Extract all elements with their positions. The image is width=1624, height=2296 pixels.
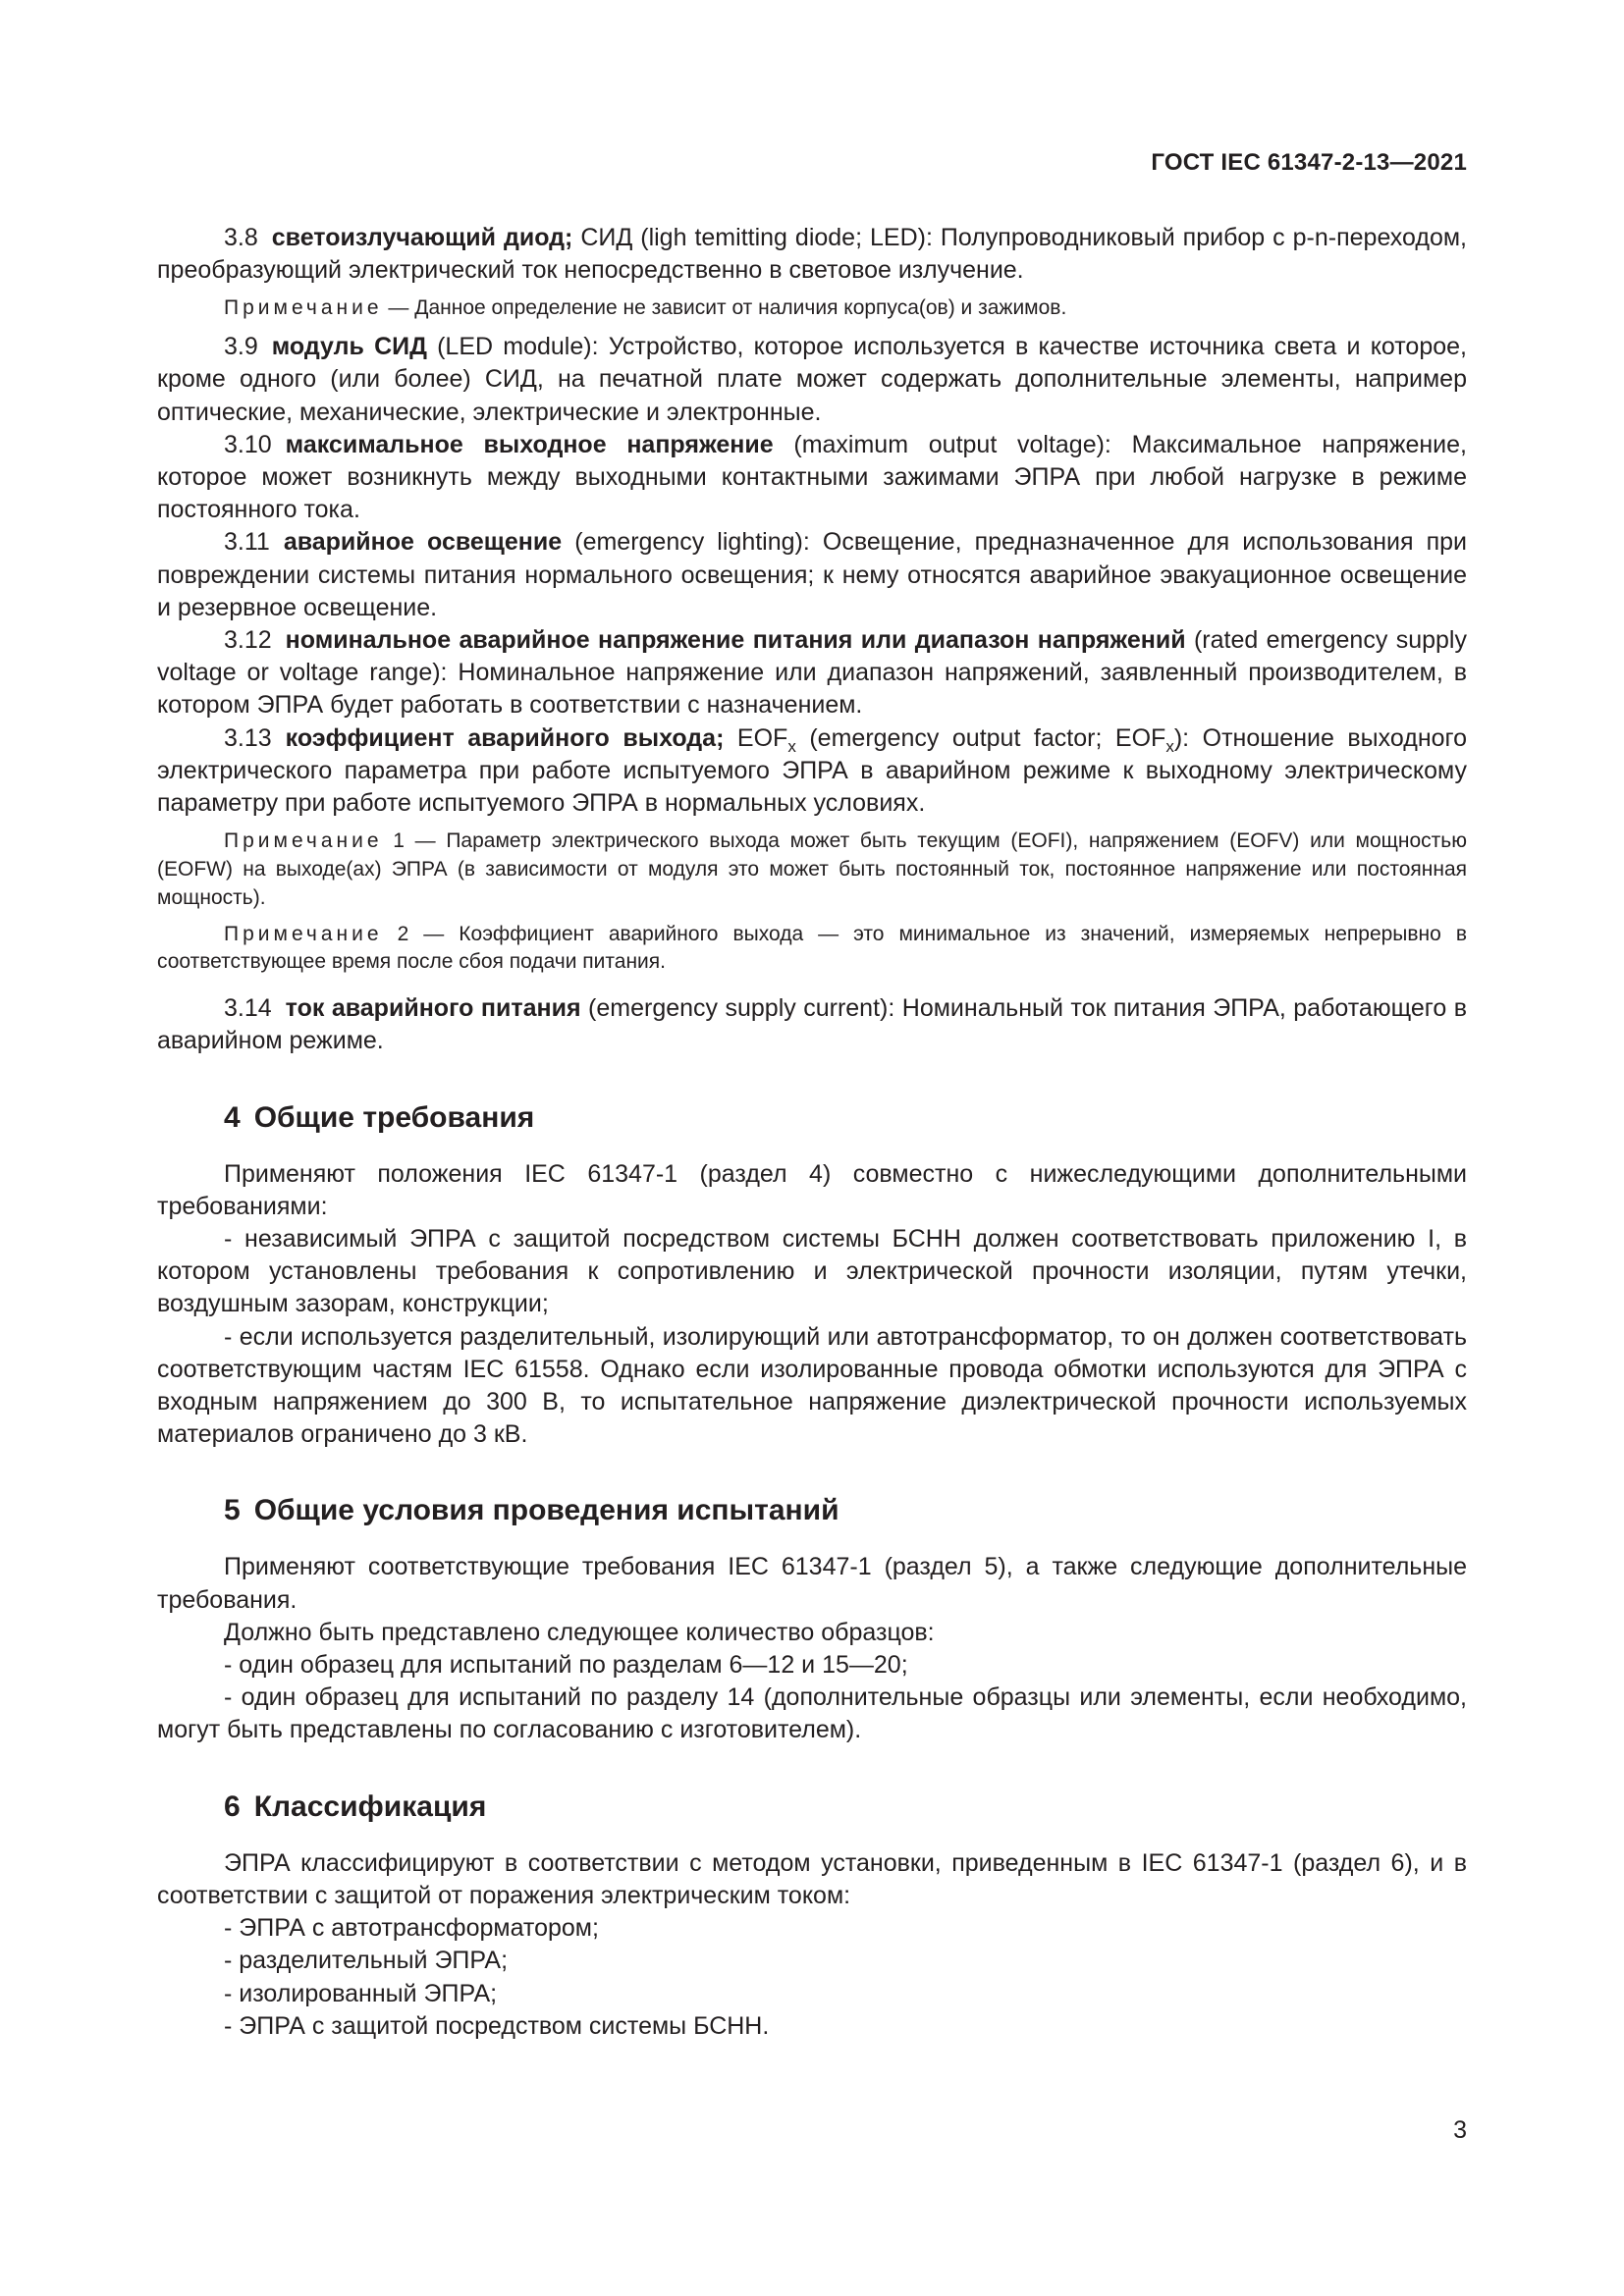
section-5-heading: 5 Общие условия проведения испытаний (224, 1494, 839, 1527)
section-4-item: - независимый ЭПРА с защитой посредством системы БСНН должен соответствовать приложению I, в котором установлены требования к сопротивлению и электрической прочности изоляции, путям утечки, воздушным зазорам, конструкции; (157, 1225, 1467, 1318)
note-label: Примечание (224, 922, 383, 945)
definition-term: коэффициент аварийного выхода; (285, 723, 725, 752)
definition-term: номинальное аварийное напряжение питания или диапазон напряжений (285, 626, 1186, 655)
definition-3-12: 3.12 номинальное аварийное напряжение питания или диапазон напряжений (rated emergency supply voltage or voltage range): Номинальное напряжение или диапазон напряжений, заявленный производителем, в котором ЭПРА будет работать в соответствии с назначением. (157, 626, 1467, 720)
section-5-item: - один образец для испытаний по разделу 14 (дополнительные образцы или элементы, если необходимо, могут быть представлены по согласованию с изготовителем). (157, 1683, 1467, 1744)
section-5-samples-intro: Должно быть представлено следующее количество образцов: (224, 1618, 935, 1646)
page-content (157, 222, 1467, 2043)
section-6-item: - изолированный ЭПРА; (224, 1979, 498, 2007)
standard-code-header: ГОСТ IEC 61347-2-13—2021 (1151, 149, 1467, 176)
section-6-item: - ЭПРА с защитой посредством системы БСНН. (224, 2011, 770, 2040)
note-3-13-1: Примечание 1 — Параметр электрического выхода может быть текущим (EOFI), напряжением (EOFV) или мощностью (EOFW) на выходе(ах) ЭПРА (в зависимости от модуля это может быть постоянный ток, постоянное напряжение или постоянная мощность). (157, 829, 1467, 909)
section-5-item: - один образец для испытаний по разделам 6—12 и 15—20; (224, 1651, 908, 1680)
section-6-intro: ЭПРА классифицируют в соответствии с методом установки, приведенным в IEC 61347-1 (раздел 6), и в соответствии с защитой от поражения электрическим током: (157, 1848, 1467, 1909)
definition-term: максимальное выходное напряжение (285, 430, 774, 458)
definition-3-9: 3.9 модуль СИД (LED module): Устройство, которое используется в качестве источника света и которое, кроме одного (или более) СИД, на печатной плате может содержать дополнительные элементы, например оптические, механические, электрические и электронные. (157, 333, 1467, 426)
section-4-intro: Применяют положения IEC 61347-1 (раздел 4) совместно с нижеследующими дополнительными требованиями: (157, 1159, 1467, 1220)
page-number: 3 (1453, 2116, 1467, 2144)
definition-term: аварийное освещение (283, 528, 563, 557)
note-label: Примечание (224, 829, 383, 853)
definition-term: модуль СИД (271, 333, 427, 361)
definition-3-10: 3.10 максимальное выходное напряжение (maximum output voltage): Максимальное напряжение, которое может возникнуть между выходными контактными зажимами ЭПРА при любой нагрузке в режиме постоянного тока. (157, 430, 1467, 524)
section-6-item: - разделительный ЭПРА; (224, 1947, 509, 1975)
note-label: Примечание (224, 296, 383, 320)
section-6-item: - ЭПРА с автотрансформатором; (224, 1914, 599, 1943)
definition-3-14: 3.14 ток аварийного питания (emergency supply current): Номинальный ток питания ЭПРА, работающего в аварийном режиме. (157, 994, 1467, 1055)
definition-3-13: 3.13 коэффициент аварийного выхода; $EOF_x$ (emergency output factor; $EOF_x$): Отношение выходного электрического параметра при работе испытуемого ЭПРА в аварийном режиме к выходному электрическому параметру при работе испытуемого ЭПРА в нормальных условиях. (157, 723, 1467, 818)
section-4-item: - если используется разделительный, изолирующий или автотрансформатор, то он должен соответствовать соответствующим частям IEC 61558. Однако если изолированные провода обмотки используются для ЭПРА с входным напряжением до 300 В, то испытательное напряжение диэлектрической прочности используемых материалов ограничено до 3 кВ. (157, 1322, 1467, 1449)
definition-3-11: 3.11 аварийное освещение (emergency lighting): Освещение, предназначенное для использования при повреждении системы питания нормального освещения; к нему относятся аварийное эвакуационное освещение и резервное освещение. (157, 528, 1467, 621)
section-5-intro: Применяют соответствующие требования IEC 61347-1 (раздел 5), а также следующие дополнительные требования. (157, 1553, 1467, 1614)
note-3-13-2: Примечание 2 — Коэффициент аварийного выхода — это минимальное из значений, измеряемых непрерывно в соответствующее время после сбоя подачи питания. (157, 922, 1467, 974)
definition-3-8: 3.8 светоизлучающий диод; СИД (ligh temitting diode; LED): Полупроводниковый прибор с p-n-переходом, преобразующий электрический ток непосредственно в световое излучение. (157, 224, 1468, 285)
definition-term: светоизлучающий диод; (271, 224, 573, 251)
section-6-heading: 6 Классификация (224, 1789, 487, 1823)
definition-term: ток аварийного питания (285, 994, 581, 1023)
note-3-8: Примечание — Данное определение не зависит от наличия корпуса(ов) и зажимов. (224, 296, 1067, 320)
section-4-heading: 4 Общие требования (224, 1100, 535, 1134)
